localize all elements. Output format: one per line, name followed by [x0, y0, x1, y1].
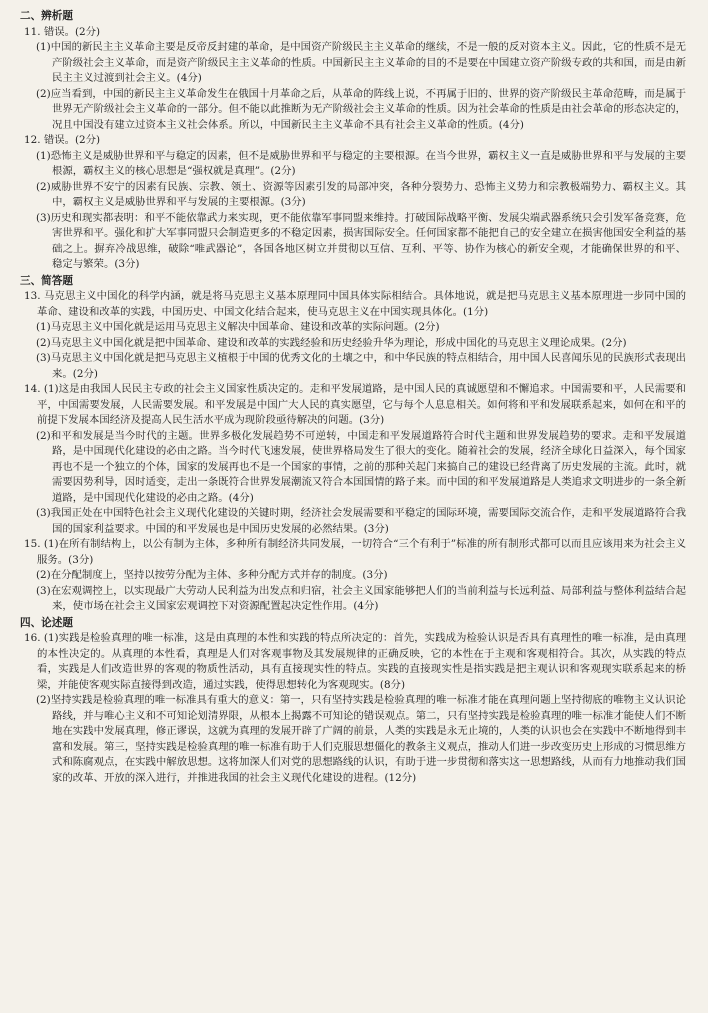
q11-point-2: (2)应当看到，中国的新民主主义革命发生在俄国十月革命之后，从革命的阵线上说，不再属于旧的、世界的资产阶级民主革命范畴，而是属于世界无产阶级社会主义革命的一部分。但不能以此推断为无产阶级社会主义革命的性质。因为社会革命的性质是由社会革命的形态决定的，况且中国没有建立过资本主义社会体系。所以，中国新民主主义革命不具有社会主义革命的性质。(4分) — [36, 87, 686, 131]
q14-point-1: 14. (1)这是由我国人民民主专政的社会主义国家性质决定的。走和平发展道路，是中国人民的真诚愿望和不懈追求。中国需要和平，人民需要和平，中国需要发展，人民需要发展。和平发展是中国广大人民的真实愿望，它与每个人息息相关。如何将和平和发展联系起来，如何在和平的前提下发展本国经济及提高人民生活水平成为现阶段亟待解决的问题。(3分) — [24, 383, 686, 426]
q13-point-3: (3)马克思主义中国化就是把马克思主义植根于中国的优秀文化的土壤之中，和中华民族的特点相结合，用中国人民喜闻乐见的民族形式表现出来。(2分) — [36, 352, 686, 380]
section-heading-analysis: 二、辨析题 — [20, 10, 73, 22]
q12-point-3: (3)历史和现实都表明：和平不能依靠武力来实现，更不能依靠军事同盟来维持。打破国际战略平衡、发展尖端武器系统只会引发军备竞赛，危害世界和平。强化和扩大军事同盟只会制造更多的不稳定因素，损害国际安全。任何国家都不能把自己的安全建立在损害他国安全利益的基础之上。摒弃冷战思维，破除“唯武器论”，各国各地区树立并贯彻以互信、互利、平等、协作为核心的新安全观，才能确保世界的和平、稳定与繁荣。(3分) — [36, 211, 686, 270]
q13-point-1: (1)马克思主义中国化就是运用马克思主义解决中国革命、建设和改革的实际问题。(2分) — [36, 321, 440, 333]
section-heading-essay: 四、论述题 — [20, 616, 73, 629]
section-heading-short-answer: 三、简答题 — [20, 274, 73, 287]
q15-point-2: (2)在分配制度上，坚持以按劳分配为主体、多种分配方式并存的制度。(3分) — [36, 569, 388, 581]
q15-point-1: 15. (1)在所有制结构上，以公有制为主体，多种所有制经济共同发展，一切符合“三个有利于”标准的所有制形式都可以而且应该用来为社会主义服务。(3分) — [24, 538, 686, 566]
q12-point-1: (1)恐怖主义是威胁世界和平与稳定的因素，但不是威胁世界和平与稳定的主要根源。在当今世界，霸权主义一直是威胁世界和平与发展的主要根源，霸权主义的核心思想是“强权就是真理”。(2分) — [36, 149, 686, 177]
q16-point-1: 16. (1)实践是检验真理的唯一标准，这是由真理的本性和实践的特点所决定的：首先，实践成为检验认识是否具有真理性的唯一标准，是由真理的本性决定的。从真理的本性看，真理是人们对客观事物及其发展规律的正确反映，它的本性在于主观和客观相符合。其次，从实践的特点看，实践是人们改造世界的客观的物质性活动，具有直接现实性的特点。实践的直接现实性是指实践是把主观认识和客观现实联系起来的桥梁，并能使客观实际直接得到改造，通过实践，使得思想转化为客观现实。(8分) — [24, 632, 686, 691]
q13-head: 13. 马克思主义中国化的科学内涵，就是将马克思主义基本原理同中国具体实际相结合。具体地说，就是把马克思主义基本原理进一步同中国的革命、建设和改革的实践，中国历史、中国文化结合起来，使马克思主义在中国实现具体化。(1分) — [24, 290, 686, 318]
q12-head: 12. 错误。(2分) — [24, 134, 101, 146]
q16-point-2: (2)坚持实践是检验真理的唯一标准具有重大的意义：第一，只有坚持实践是检验真理的唯一标准才能在真理问题上坚持彻底的唯物主义认识论路线，并与唯心主义和不可知论划清界限，从根本上揭露不可知论的错误观点。第二，只有坚持实践是检验真理的唯一标准才能使人们不断地在实践中发展真理，修正谬误，这就为真理的发展开辟了广阔的前景，人类的实践是永无止境的，人类的认识也会在实践中不断地得到丰富和发展。第三，坚持实践是检验真理的唯一标准有助于人们克服思想僵化的教条主义观点，推动人们进一步改变历史上形成的习惯思维方式和陈腐观点，在实践中解放思想。这将加深人们对党的思想路线的认识，有助于进一步贯彻和落实这一思想路线，从而有力地推动我们国家的改革、开放的深入进行，并推进我国的社会主义现代化建设的进程。(12分) — [36, 694, 686, 784]
q14-point-3: (3)我国正处在中国特色社会主义现代化建设的关键时期，经济社会发展需要和平稳定的国际环境，需要国际交流合作，走和平发展道路符合我国的国家利益要求。中国的和平发展也是中国历史发展的必然结果。(3分) — [36, 507, 686, 535]
q11-point-1: (1)中国的新民主主义革命主要是反帝反封建的革命，是中国资产阶级民主主义革命的继续，不是一般的反对资本主义。因此，它的性质不是无产阶级社会主义革命，而是资产阶级民主主义革命的性质。中国新民主主义革命的目的不是要在中国建立资产阶级专政的共和国，而是由新民主主义过渡到社会主义。(4分) — [36, 41, 686, 84]
q14-point-2: (2)和平和发展是当今时代的主题。世界多极化发展趋势不可逆转，中国走和平发展道路符合时代主题和世界发展趋势的要求。走和平发展道路，是中国现代化建设的必由之路。当今时代飞速发展，使世界格局发生了很大的变化。随着社会的发展，经济全球化日益深入，每个国家再也不是一个独立的个体，国家的发展再也不是一个国家的事情，之前的那种关起门来搞自己的建设已经背离了历史发展的主流。此时，就需要因势利导，因时适变，走出一条既符合世界发展潮流又符合本国国情的路子来。而中国的和平发展道路是人类追求文明进步的一条全新道路，是中国现代化建设的必由之路。(4分) — [36, 429, 686, 504]
q12-point-2: (2)威胁世界不安宁的因素有民族、宗教、领土、资源等因素引发的局部冲突，各种分裂势力、恐怖主义势力和宗教极端势力、霸权主义。其中，霸权主义是威胁世界和平与发展的主要根源。(3分) — [36, 180, 686, 208]
q15-point-3: (3)在宏观调控上，以实现最广大劳动人民利益为出发点和归宿，社会主义国家能够把人们的当前利益与长远利益、局部利益与整体利益结合起来，使市场在社会主义国家宏观调控下对资源配置起决定性作用。(4分) — [36, 584, 686, 612]
q13-point-2: (2)马克思主义中国化就是把中国革命、建设和改革的实践经验和历史经验升华为理论，形成中国化的马克思主义理论成果。(2分) — [36, 336, 627, 349]
q11-head: 11. 错误。(2分) — [24, 25, 101, 38]
